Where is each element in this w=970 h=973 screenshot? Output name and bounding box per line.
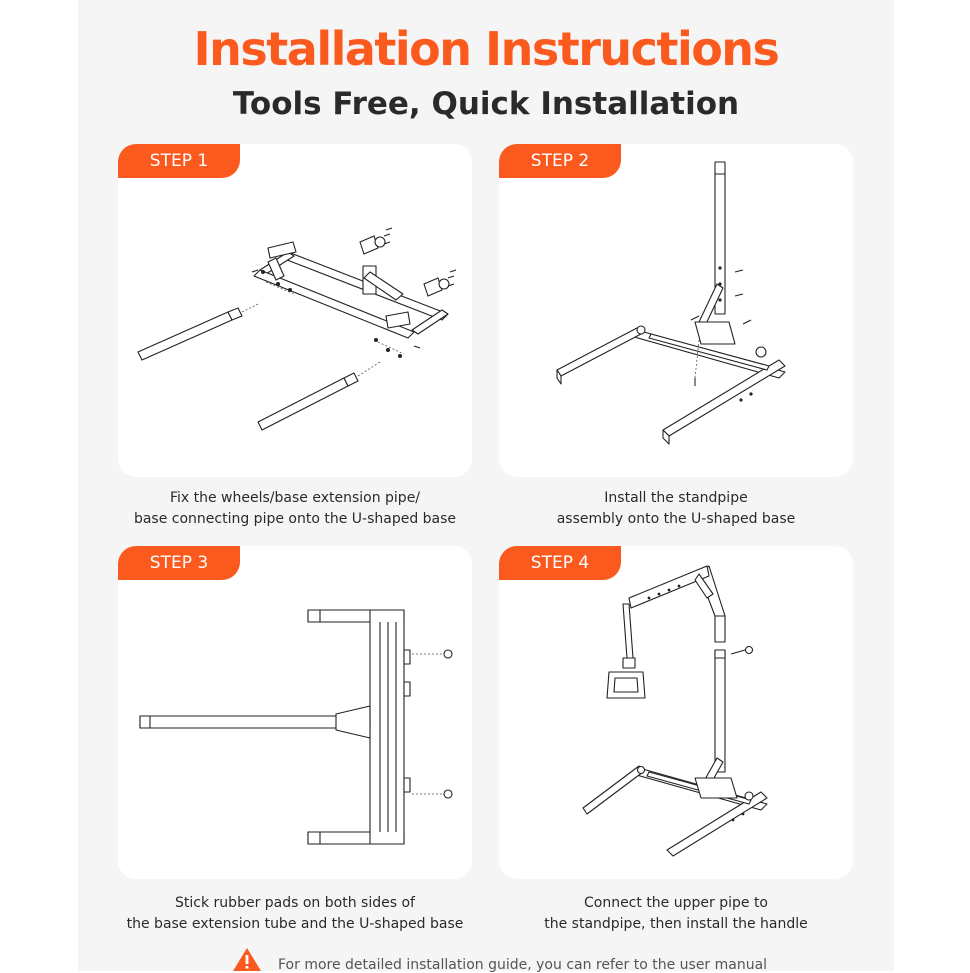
step-1-illustration (118, 144, 472, 477)
step-4-caption-line-1: Connect the upper pipe to (583, 895, 768, 911)
step-2-caption-line-1: Install the standpipe (604, 490, 748, 506)
step-3-caption (118, 893, 472, 935)
step-1-badge: STEP 1 (118, 144, 240, 178)
warning-icon (232, 947, 262, 971)
step-3-illustration (118, 546, 472, 879)
step-3-badge: STEP 3 (118, 546, 240, 580)
manual-note-text: For more detailed installation guide, you can refer to the user manual (278, 957, 768, 973)
step-2-badge: STEP 2 (499, 144, 621, 178)
step-1-caption-line-1: Fix the wheels/base extension pipe/ (169, 490, 421, 506)
page-subtitle: Tools Free, Quick Installation (232, 86, 740, 122)
step-4-illustration (499, 546, 853, 879)
step-3-caption-line-1: Stick rubber pads on both sides of (175, 895, 415, 911)
step-2-card (499, 144, 853, 477)
step-3-card (118, 546, 472, 879)
instructions-sheet (78, 0, 894, 971)
page-title: Installation Instructions (193, 22, 779, 76)
step-4-caption (499, 893, 853, 935)
manual-note (78, 947, 894, 971)
step-4-caption-line-2: the standpipe, then install the handle (544, 916, 808, 932)
step-4-badge: STEP 4 (499, 546, 621, 580)
step-1-card (118, 144, 472, 477)
step-2-caption (499, 488, 853, 530)
step-2-caption-line-2: assembly onto the U-shaped base (556, 511, 796, 527)
step-1-caption-line-2: base connecting pipe onto the U-shaped base (133, 511, 457, 527)
step-2-illustration (499, 144, 853, 477)
step-4-card (499, 546, 853, 879)
step-3-caption-line-2: the base extension tube and the U-shaped base (126, 916, 464, 932)
step-1-caption (118, 488, 472, 530)
